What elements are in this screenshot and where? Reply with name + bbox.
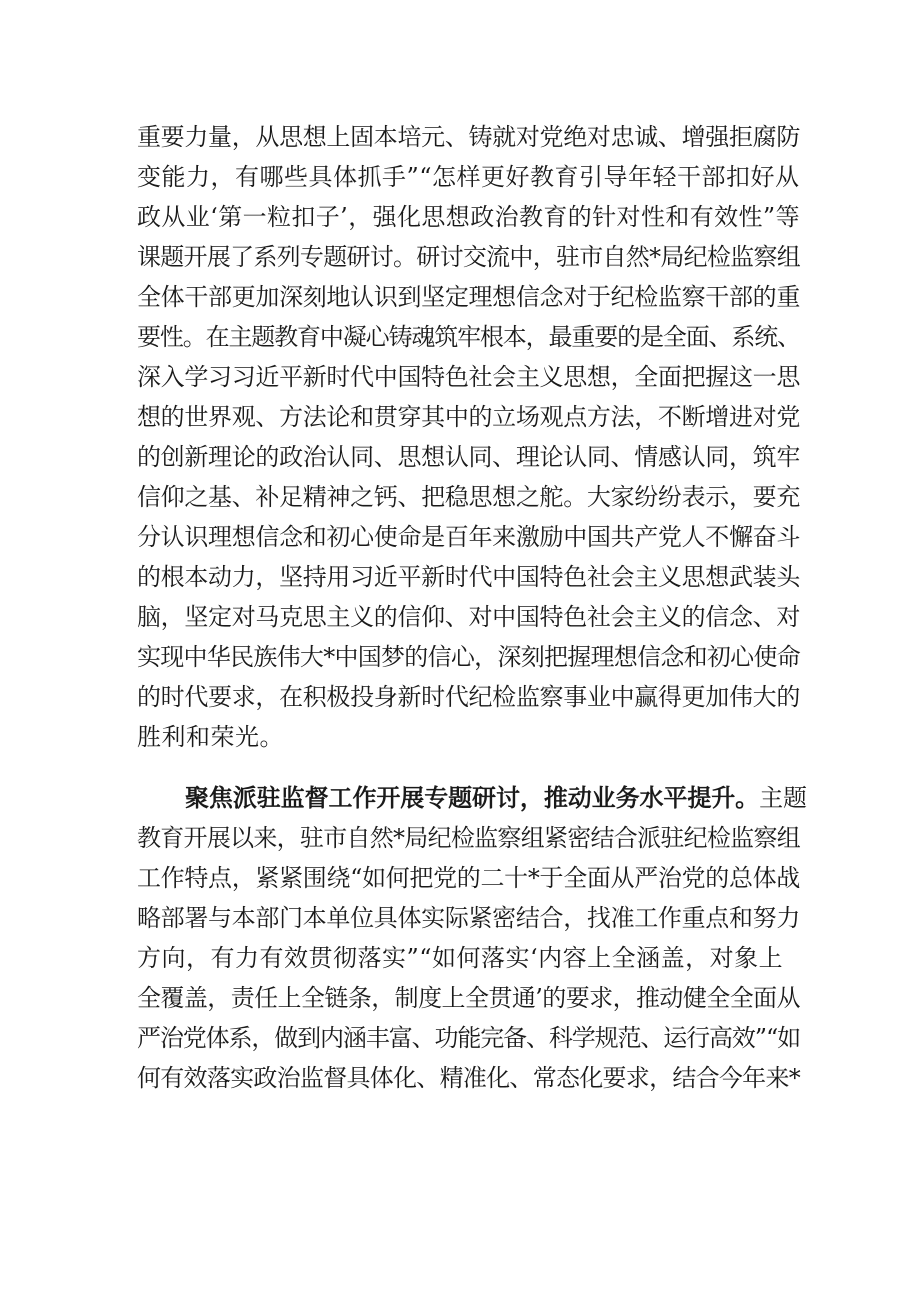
text-line: 课题开展了系列专题研讨。研讨交流中，驻市自然*局纪检监察组 xyxy=(137,243,800,271)
text-line: 全体干部更加深刻地认识到坚定理想信念对于纪检监察干部的重 xyxy=(137,283,800,311)
text-line: 方向，有力有效贯彻落实”“如何落实‘内容上全涵盖，对象上 xyxy=(137,944,784,972)
text-line: 的时代要求，在积极投身新时代纪检监察事业中赢得更加伟大的 xyxy=(137,683,800,711)
text-line: 脑，坚定对马克思主义的信仰、对中国特色社会主义的信念、对 xyxy=(137,603,800,631)
text-line: 信仰之基、补足精神之钙、把稳思想之舵。大家纷纷表示，要充 xyxy=(137,483,800,511)
heading-continuation: 主题 xyxy=(759,784,807,812)
text-line: 何有效落实政治监督具体化、精准化、常态化要求，结合今年来* xyxy=(137,1064,800,1092)
text-line: 实现中华民族伟大*中国梦的信心，深刻把握理想信念和初心使命 xyxy=(137,643,800,671)
text-line: 政从业‘第一粒扣子’，强化思想政治教育的针对性和有效性”等 xyxy=(137,203,800,231)
text-line: 胜利和荣光。 xyxy=(137,723,284,751)
text-line: 想的世界观、方法论和贯穿其中的立场观点方法，不断增进对党 xyxy=(137,403,800,431)
text-line: 全覆盖，责任上全链条，制度上全贯通’的要求，推动健全全面从 xyxy=(137,984,800,1012)
text-line: 深入学习习近平新时代中国特色社会主义思想，全面把握这一思 xyxy=(137,363,800,391)
paragraph-heading: 聚焦派驻监督工作开展专题研讨，推动业务水平提升。 xyxy=(185,784,760,812)
text-line: 重要力量，从思想上固本培元、铸就对党绝对忠诚、增强拒腐防 xyxy=(137,123,800,151)
text-line: 的根本动力，坚持用习近平新时代中国特色社会主义思想武装头 xyxy=(137,563,800,591)
text-line: 的创新理论的政治认同、思想认同、理论认同、情感认同，筑牢 xyxy=(137,443,800,471)
text-line: 变能力，有哪些具体抓手”“怎样更好教育引导年轻干部扣好从 xyxy=(137,163,800,191)
text-line: 分认识理想信念和初心使命是百年来激励中国共产党人不懈奋斗 xyxy=(137,523,800,551)
paragraph-first-line xyxy=(185,783,807,813)
text-line: 工作特点，紧紧围绕“如何把党的二十*于全面从严治党的总体战 xyxy=(137,864,800,892)
text-line: 教育开展以来，驻市自然*局纪检监察组紧密结合派驻纪检监察组 xyxy=(137,824,800,852)
text-line: 要性。在主题教育中凝心铸魂筑牢根本，最重要的是全面、系统、 xyxy=(137,323,800,351)
text-line: 严治党体系，做到内涵丰富、功能完备、科学规范、运行高效”“如 xyxy=(137,1024,800,1052)
text-line: 略部署与本部门本单位具体实际紧密结合，找准工作重点和努力 xyxy=(137,904,800,932)
